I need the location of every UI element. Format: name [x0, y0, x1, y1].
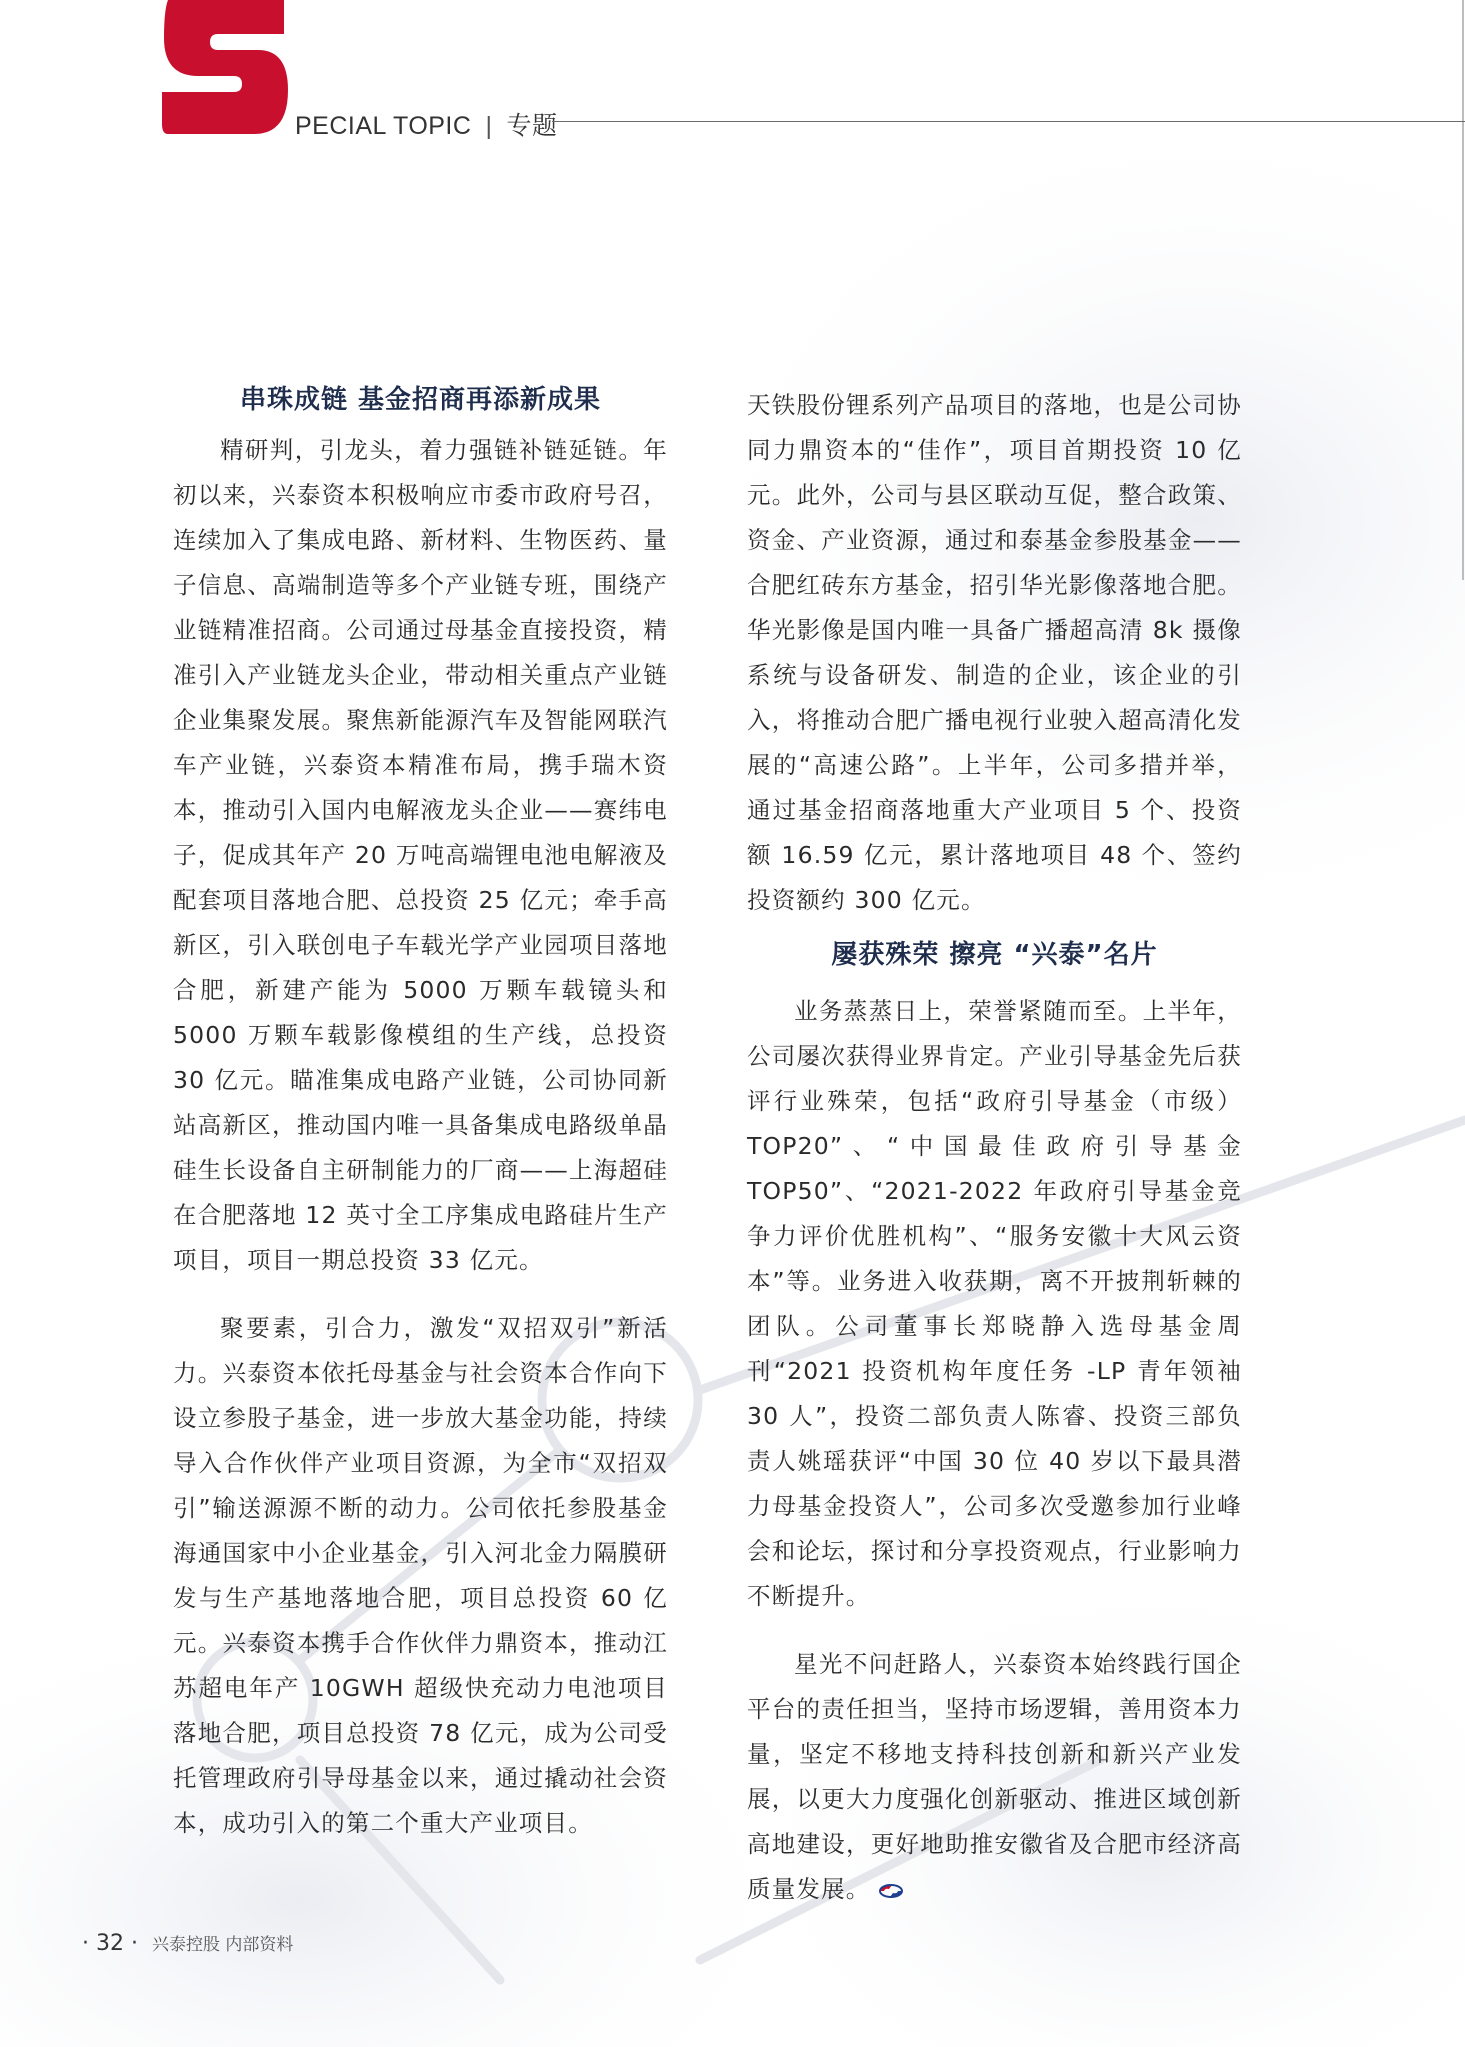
paragraph-gap	[747, 923, 1242, 933]
body-paragraph: 聚要素，引合力，激发“双招双引”新活力。兴泰资本依托母基金与社会资本合作向下设立参股子基金，进一步放大基金功能，持续导入合作伙伴产业项目资源，为全市“双招双引”输送源源不断的动力。公司依托参股基金海通国家中小企业基金，引入河北金力隔膜研发与生产基地落地合肥，项目总投资 60 亿元。兴泰资本携手合作伙伴力鼎资本，推动江苏超电年产 10GWH 超级快充动力电池项目落地合肥，项目总投资 78 亿元，成为公司受托管理政府引导母基金以来，通过撬动社会资本，成功引入的第二个重大产业项目。	[173, 1314, 668, 1837]
paragraph-gap	[747, 1619, 1242, 1642]
header-rule	[552, 121, 1465, 122]
section-title-en: PECIAL TOPIC	[295, 112, 472, 140]
body-paragraph: 业务蒸蒸日上，荣誉紧随而至。上半年，公司屡次获得业界肯定。产业引导基金先后获评行业殊荣，包括“政府引导基金（市级）TOP20”、“中国最佳政府引导基金TOP50”、“2021-2022 年政府引导基金竞争力评价优胜机构”、“服务安徽十大风云资本”等。业务进入收获期，离不开披荆斩棘的团队。公司董事长郑晓静入选母基金周刊“2021 投资机构年度任务 -LP 青年领袖 30 人”，投资二部负责人陈睿、投资三部负责人姚瑶获评“中国 30 位 40 岁以下最具潜力母基金投资人”，公司多次受邀参加行业峰会和论坛，探讨和分享投资观点，行业影响力不断提升。	[747, 997, 1242, 1610]
right-column	[747, 383, 1242, 1912]
section-title-cn: 专题	[506, 112, 558, 140]
section-heading-2: 屡获殊荣 擦亮 “兴泰”名片	[831, 940, 1158, 970]
page-header	[0, 0, 1465, 140]
publication-name: 兴泰控股 内部资料	[151, 1935, 294, 1955]
body-paragraph: 精研判，引龙头，着力强链补链延链。年初以来，兴泰资本积极响应市委市政府号召，连续加入了集成电路、新材料、生物医药、量子信息、高端制造等多个产业链专班，围绕产业链精准招商。公司通过母基金直接投资，精准引入产业链龙头企业，带动相关重点产业链企业集聚发展。聚焦新能源汽车及智能网联汽车产业链，兴泰资本精准布局，携手瑞木资本，推动引入国内电解液龙头企业——赛纬电子，促成其年产 20 万吨高端锂电池电解液及配套项目落地合肥、总投资 25 亿元；牵手高新区，引入联创电子车载光学产业园项目落地合肥，新建产能为 5000 万颗车载镜头和 5000 万颗车载影像模组的生产线，总投资 30 亿元。瞄准集成电路产业链，公司协同新站高新区，推动国内唯一具备集成电路级单晶硅生长设备自主研制能力的厂商——上海超硅在合肥落地 12 英寸全工序集成电路硅片生产项目，项目一期总投资 33 亿元。	[173, 436, 668, 1274]
page-footer	[82, 1930, 293, 1956]
brand-s-logo-icon	[158, 0, 290, 134]
title-separator: |	[485, 112, 493, 140]
left-column	[173, 378, 668, 1846]
section-title	[295, 106, 557, 142]
body-paragraph-continued: 天铁股份锂系列产品项目的落地，也是公司协同力鼎资本的“佳作”，项目首期投资 10 亿元。此外，公司与县区联动互促，整合政策、资金、产业资源，通过和泰基金参股基金——合肥红砖东方基金，招引华光影像落地合肥。华光影像是国内唯一具备广播超高清 8k 摄像系统与设备研发、制造的企业，该企业的引入，将推动合肥广播电视行业驶入超高清化发展的“高速公路”。上半年，公司多措并举，通过基金招商落地重大产业项目 5 个、投资额 16.59 亿元，累计落地项目 48 个、签约投资额约 300 亿元。	[747, 391, 1242, 914]
page-number: · 32 ·	[82, 1931, 138, 1956]
brand-end-mark-icon	[877, 1882, 905, 1900]
section-heading-1: 串珠成链 基金招商再添新成果	[239, 385, 602, 415]
final-paragraph-text: 星光不问赶路人，兴泰资本始终践行国企平台的责任担当，坚持市场逻辑，善用资本力量，坚定不移地支持科技创新和新兴产业发展，以更大力度强化创新驱动、推进区域创新高地建设，更好地助推安徽省及合肥市经济高质量发展。	[747, 1650, 1242, 1903]
paragraph-gap	[173, 1283, 668, 1306]
body-paragraph-final	[747, 1642, 1242, 1912]
